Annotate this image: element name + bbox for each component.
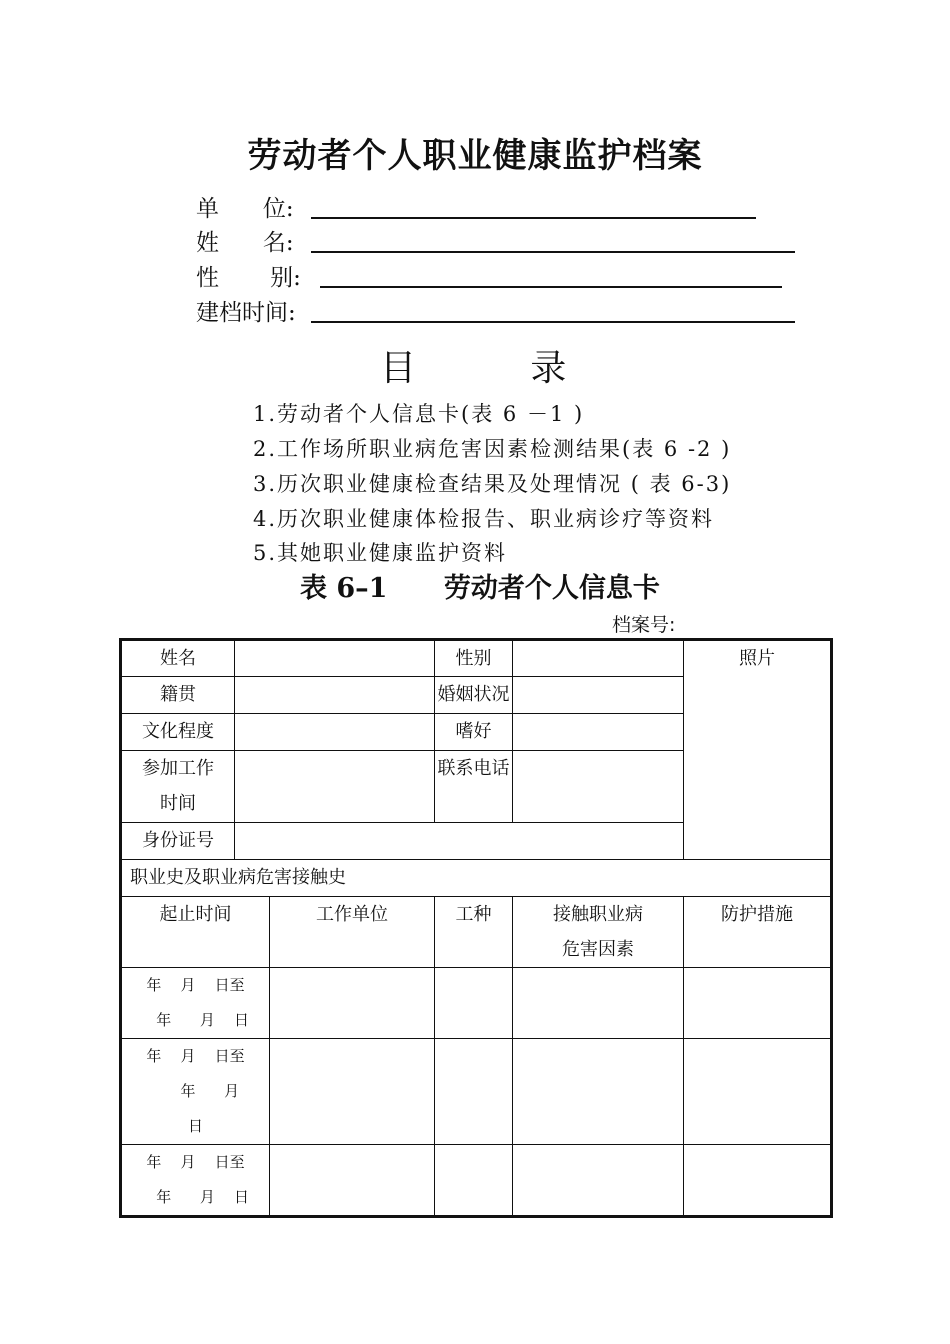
history-header-period: 起止时间: [121, 897, 270, 968]
field-unit-label: 单 位:: [196, 196, 294, 222]
work-start-label: [121, 751, 235, 823]
phone-value-cell[interactable]: [513, 751, 684, 823]
native-place-value-cell[interactable]: [235, 677, 435, 714]
history-employer-cell[interactable]: [270, 968, 435, 1039]
field-name-line[interactable]: [311, 251, 795, 253]
date-line: 年 月 日至: [146, 976, 245, 994]
phone-label: 联系电话: [435, 751, 513, 823]
toc-item: 4.历次职业健康体检报告、职业病诊疗等资料: [253, 507, 715, 531]
toc-item: 3.历次职业健康检查结果及处理情况 ( 表 6-3): [253, 472, 732, 496]
education-value-cell[interactable]: [235, 714, 435, 751]
marital-status-value-cell[interactable]: [513, 677, 684, 714]
date-line: 年 月 日至: [146, 1153, 245, 1171]
field-gender: [196, 259, 786, 289]
history-job-type-cell[interactable]: [435, 1039, 513, 1145]
field-name-label: 姓 名:: [196, 230, 294, 256]
history-job-type-cell[interactable]: [435, 1145, 513, 1217]
work-start-value-cell[interactable]: [235, 751, 435, 823]
gender-value-cell[interactable]: [513, 640, 684, 677]
table-row: [121, 1145, 832, 1217]
work-start-label-line2: 时间: [160, 793, 196, 814]
table-row: [121, 1039, 832, 1145]
history-protection-cell[interactable]: [684, 1145, 832, 1217]
personal-info-table: [119, 638, 833, 1218]
date-line: 年 月: [151, 1082, 240, 1100]
field-file-date-label: 建档时间:: [196, 300, 296, 326]
history-protection-cell[interactable]: [684, 968, 832, 1039]
toc-item: 5.其她职业健康监护资料: [253, 541, 508, 565]
history-header-hazard-line1: 接触职业病: [553, 904, 644, 925]
history-period-cell[interactable]: [121, 1145, 270, 1217]
history-section-heading: 职业史及职业病危害接触史: [121, 860, 832, 897]
history-hazard-cell[interactable]: [513, 1039, 684, 1145]
history-employer-cell[interactable]: [270, 1039, 435, 1145]
document-title: 劳动者个人职业健康监护档案: [247, 136, 703, 176]
history-header-hazard-line2: 危害因素: [562, 939, 635, 960]
id-number-value-cell[interactable]: [235, 823, 684, 860]
gender-label: 性别: [435, 640, 513, 677]
date-line: 年 月 日: [142, 1188, 249, 1206]
marital-status-label: 婚姻状况: [435, 677, 513, 714]
date-line: 日: [187, 1117, 203, 1135]
id-number-label: 身份证号: [121, 823, 235, 860]
history-protection-cell[interactable]: [684, 1039, 832, 1145]
field-file-date-line[interactable]: [311, 321, 795, 323]
history-header-hazard: [513, 897, 684, 968]
toc-title: 目 录: [380, 348, 567, 389]
history-hazard-cell[interactable]: [513, 1145, 684, 1217]
date-line: 年 月 日: [142, 1011, 249, 1029]
history-hazard-cell[interactable]: [513, 968, 684, 1039]
work-start-label-line1: 参加工作: [142, 758, 214, 779]
field-file-date: [196, 294, 796, 324]
history-header-protection: 防护措施: [684, 897, 832, 968]
hobby-label: 嗜好: [435, 714, 513, 751]
field-unit: [196, 190, 756, 220]
hobby-value-cell[interactable]: [513, 714, 684, 751]
name-value-cell[interactable]: [235, 640, 435, 677]
field-gender-line[interactable]: [320, 286, 782, 288]
history-header-job-type: 工种: [435, 897, 513, 968]
photo-cell[interactable]: 照片: [684, 640, 832, 860]
date-line: 年 月 日至: [146, 1047, 245, 1065]
toc-item: 1.劳动者个人信息卡(表 6 －1 ): [253, 402, 585, 426]
history-job-type-cell[interactable]: [435, 968, 513, 1039]
history-period-cell[interactable]: [121, 1039, 270, 1145]
history-employer-cell[interactable]: [270, 1145, 435, 1217]
education-label: 文化程度: [121, 714, 235, 751]
history-header-employer: 工作单位: [270, 897, 435, 968]
field-unit-line[interactable]: [311, 217, 756, 219]
toc-item: 2.工作场所职业病危害因素检测结果(表 6 -2 ): [253, 437, 732, 461]
table-row: [121, 968, 832, 1039]
history-period-cell[interactable]: [121, 968, 270, 1039]
name-label: 姓名: [121, 640, 235, 677]
native-place-label: 籍贯: [121, 677, 235, 714]
file-number-label: 档案号:: [612, 614, 676, 636]
info-card-title: 表 6–1 劳动者个人信息卡: [300, 573, 660, 604]
field-name: [196, 224, 796, 254]
field-gender-label: 性 别:: [196, 265, 301, 291]
